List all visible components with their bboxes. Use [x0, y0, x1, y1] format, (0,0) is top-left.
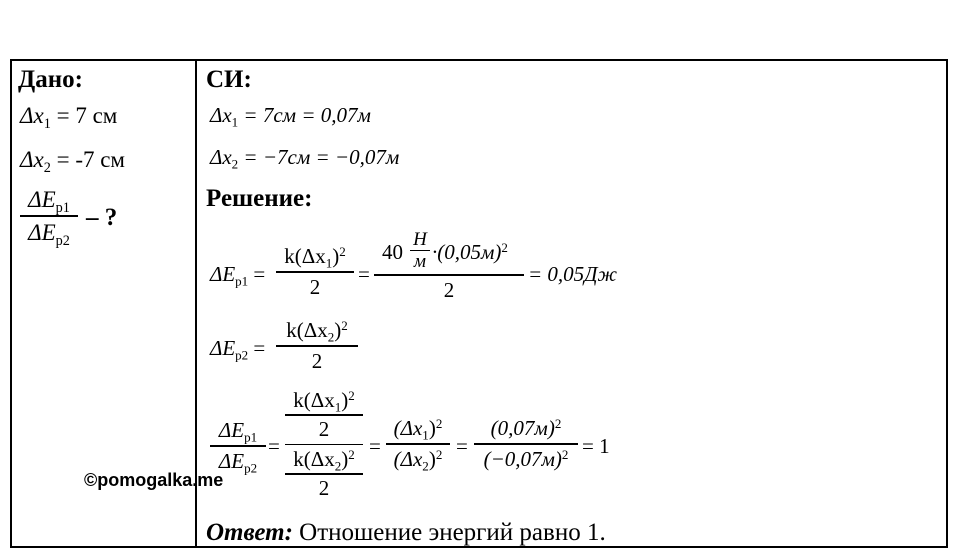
given-energy-ratio: $\Delta E_{p1}$ $\Delta E_{p2}$ [20, 188, 78, 244]
eq2-fraction: $k(\Delta x_2)^2$ 2 [276, 320, 358, 372]
eq1-equals: = [358, 262, 370, 286]
eq3-result: = 1 [582, 434, 610, 458]
given-header: Дано: [18, 66, 83, 93]
watermark: ©pomogalka.me [84, 470, 224, 490]
eq3-numeric-ratio: $(0,07м)^2$ $(-0,07м)^2$ [474, 418, 578, 470]
eq3-equals-1: = [268, 434, 280, 458]
si-line-1: $\Delta x_1 = 7см = 0,07м$ [210, 103, 371, 130]
eq2-lhs: $\Delta E_{p2}$ = [210, 336, 266, 363]
eq3-delta-ratio: $(\Delta x_1)^2$ $(\Delta x_2)^2$ [386, 418, 450, 470]
eq3-lhs-ratio: $\Delta E_{p1}$ $\Delta E_{p2}$ [210, 420, 266, 472]
eq1-lhs: $\Delta E_{p1}$ = [210, 262, 266, 289]
given-question: – ? [86, 204, 118, 231]
given-dx1: $\Delta x_1 = 7$ см [20, 103, 118, 132]
eq3-equals-2: = [369, 434, 381, 458]
solution-header: Решение: [206, 185, 313, 212]
eq1-fraction: $k(\Delta x_1)^2$ 2 [276, 246, 354, 298]
given-dx2: $\Delta x_2 = -7$ см [20, 147, 125, 176]
eq3-equals-3: = [456, 434, 468, 458]
si-line-2: $\Delta x_2 = -7см = -0,07м$ [210, 145, 400, 172]
eq1-result: = 0,05Дж [528, 262, 618, 286]
eq1-substituted-fraction: 40 Н м $\cdot(0,05м)^2$ 2 [374, 230, 524, 301]
eq3-compound-fraction: $k(\Delta x_1)^2$ 2 $k(\Delta x_2)^2$ 2 [285, 390, 363, 499]
answer-line: Ответ: Отношение энергий равно 1. [206, 519, 606, 546]
si-header: СИ: [206, 66, 252, 93]
